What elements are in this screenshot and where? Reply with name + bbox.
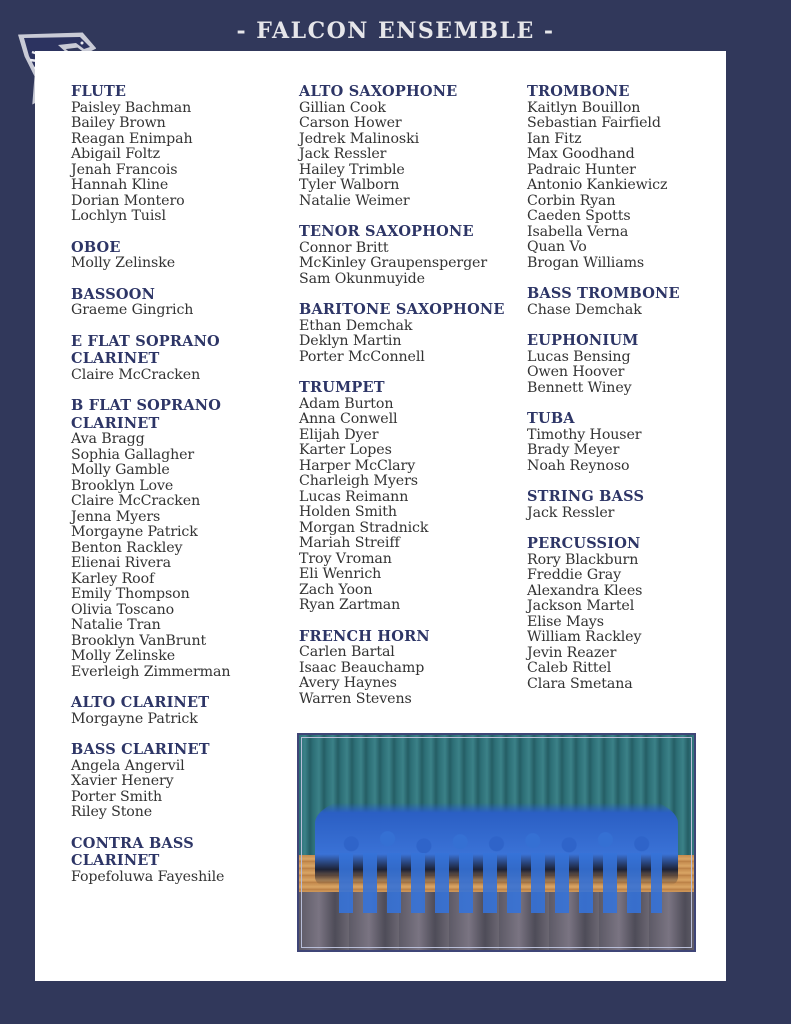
section-bass-clarinet (71, 741, 291, 821)
roster-column-3 (527, 83, 717, 706)
section-heading: BASSOON (71, 285, 156, 303)
section-french-horn (299, 628, 524, 708)
member-name: Freddie Gray (527, 567, 622, 583)
member-name: Molly Zelinske (71, 648, 176, 664)
section-heading: BARITONE SAXOPHONE (299, 301, 505, 318)
member-name: Eli Wenrich (299, 566, 382, 582)
member-name: Emily Thompson (71, 586, 190, 602)
member-name: Carson Hower (299, 115, 402, 131)
member-name: Zach Yoon (299, 581, 373, 598)
member-name: Karley Roof (71, 570, 155, 587)
member-name: Anna Conwell (299, 411, 398, 427)
member-name: Caeden Spotts (527, 208, 631, 224)
member-name: Brooklyn VanBrunt (71, 632, 207, 649)
member-name: Ryan Zartman (299, 597, 401, 613)
member-name: Molly Zelinske (71, 255, 176, 271)
roster-column-1 (71, 83, 291, 899)
member-name: Jack Ressler (527, 504, 615, 521)
member-name: Sophia Gallagher (71, 446, 195, 463)
section-heading: FRENCH HORN (299, 627, 430, 645)
section-string-bass (527, 488, 717, 521)
member-name: Brogan Williams (527, 254, 645, 271)
member-name: Natalie Tran (71, 617, 161, 633)
member-name: Lucas Reimann (299, 488, 409, 505)
member-name: Avery Haynes (299, 675, 397, 691)
photo-inner-border (301, 737, 692, 948)
member-name: Ian Fitz (527, 130, 582, 147)
member-name: Brady Meyer (527, 442, 620, 458)
section-b-flat-soprano-clarinet (71, 397, 291, 680)
member-name: Mariah Streiff (299, 535, 400, 551)
member-name: Chase Demchak (527, 301, 642, 318)
section-heading: BASS TROMBONE (527, 285, 680, 302)
section-heading: TENOR SAXOPHONE (299, 223, 474, 240)
section-bassoon (71, 286, 291, 319)
section-tuba (527, 410, 717, 474)
member-name: Jevin Reazer (527, 644, 617, 661)
member-name: Xavier Henery (71, 773, 174, 789)
member-name: Quan Vo (527, 239, 587, 255)
section-bass-trombone (527, 285, 717, 318)
section-oboe (71, 239, 291, 272)
member-name: Jenah Francois (71, 161, 178, 178)
member-name: Isaac Beauchamp (299, 659, 425, 676)
member-name: Jackson Martel (527, 598, 635, 614)
member-name: Rory Blackburn (527, 551, 639, 568)
section-flute (71, 83, 291, 225)
member-name: Hannah Kline (71, 177, 169, 193)
member-name: Troy Vroman (299, 550, 392, 567)
member-name: McKinley Graupensperger (299, 255, 488, 271)
roster-column-2 (299, 83, 524, 721)
section-heading: TROMBONE (527, 83, 630, 100)
member-name: Dorian Montero (71, 192, 185, 209)
member-name: Morgayne Patrick (71, 524, 198, 540)
section-tenor-saxophone (299, 223, 524, 287)
member-name: Harper McClary (299, 457, 416, 474)
member-name: Lochlyn Tuisl (71, 208, 166, 224)
member-name: Tyler Walborn (299, 177, 400, 193)
section-alto-clarinet (71, 694, 291, 727)
page-title: - FALCON ENSEMBLE - (236, 18, 555, 44)
member-name: Antonio Kankiewicz (527, 177, 668, 193)
member-name: Charleigh Myers (299, 473, 418, 489)
member-name: Gillian Cook (299, 99, 386, 116)
section-heading: BASS CLARINET (71, 741, 210, 758)
member-name: Claire McCracken (71, 493, 201, 509)
section-e-flat-soprano-clarinet (71, 333, 291, 384)
member-name: Molly Gamble (71, 462, 170, 478)
member-name: Jedrek Malinoski (299, 130, 420, 147)
member-name: Alexandra Klees (527, 582, 643, 599)
member-name: Sebastian Fairfield (527, 115, 661, 131)
member-name: Corbin Ryan (527, 192, 616, 209)
section-heading: PERCUSSION (527, 535, 641, 552)
section-heading: FLUTE (71, 83, 127, 100)
member-name: Paisley Bachman (71, 99, 192, 116)
member-name: Holden Smith (299, 504, 397, 520)
member-name: Clara Smetana (527, 675, 633, 692)
member-name: Owen Hoover (527, 364, 625, 380)
member-name: Bailey Brown (71, 115, 166, 131)
member-name: Bennett Winey (527, 379, 632, 396)
member-name: Elise Mays (527, 613, 604, 630)
member-name: Claire McCracken (71, 366, 201, 383)
section-heading: CONTRA BASS CLARINET (71, 834, 194, 869)
member-name: Timothy Houser (527, 426, 642, 443)
section-trumpet (299, 379, 524, 614)
section-heading: B FLAT SOPRANO CLARINET (71, 397, 222, 432)
member-name: Porter Smith (71, 788, 163, 805)
member-name: Deklyn Martin (299, 333, 402, 349)
member-name: Benton Rackley (71, 539, 183, 556)
ensemble-group-photo (297, 733, 696, 952)
section-heading: STRING BASS (527, 488, 645, 505)
member-name: Warren Stevens (299, 690, 412, 707)
member-name: Porter McConnell (299, 348, 425, 365)
member-name: Elienai Rivera (71, 555, 171, 571)
member-name: Jack Ressler (299, 146, 387, 162)
section-heading: EUPHONIUM (527, 332, 639, 349)
section-heading: TUBA (527, 410, 575, 427)
member-name: Everleigh Zimmerman (71, 663, 231, 680)
member-name: Max Goodhand (527, 146, 635, 162)
member-name: Lucas Bensing (527, 348, 631, 365)
member-name: Jenna Myers (71, 508, 161, 525)
member-name: Riley Stone (71, 804, 153, 820)
member-name: Brooklyn Love (71, 477, 174, 494)
section-euphonium (527, 332, 717, 396)
member-name: Morgan Stradnick (299, 519, 429, 536)
member-name: Abigail Foltz (71, 146, 161, 162)
section-baritone-saxophone (299, 301, 524, 365)
section-alto-saxophone (299, 83, 524, 209)
member-name: Noah Reynoso (527, 457, 630, 474)
member-name: Natalie Weimer (299, 192, 410, 209)
member-name: Carlen Bartal (299, 644, 395, 660)
section-heading: OBOE (71, 238, 121, 256)
member-name: Ethan Demchak (299, 317, 413, 334)
member-name: Morgayne Patrick (71, 710, 198, 727)
section-contra-bass-clarinet (71, 835, 291, 886)
member-name: Graeme Gingrich (71, 302, 194, 318)
member-name: Kaitlyn Bouillon (527, 99, 641, 116)
member-name: Angela Angervil (71, 757, 185, 774)
section-heading: TRUMPET (299, 379, 385, 396)
member-name: Ava Bragg (71, 431, 145, 447)
section-heading: ALTO CLARINET (71, 694, 210, 711)
member-name: Sam Okunmuyide (299, 270, 425, 287)
member-name: Adam Burton (299, 395, 394, 412)
member-name: Elijah Dyer (299, 426, 379, 443)
member-name: Fopefoluwa Fayeshile (71, 868, 225, 885)
member-name: Connor Britt (299, 239, 389, 256)
member-name: Padraic Hunter (527, 161, 636, 178)
section-trombone (527, 83, 717, 271)
member-name: Caleb Rittel (527, 660, 612, 676)
section-heading: E FLAT SOPRANO CLARINET (71, 332, 220, 367)
member-name: Olivia Toscano (71, 601, 175, 618)
section-heading: ALTO SAXOPHONE (299, 83, 458, 100)
member-name: Isabella Verna (527, 223, 629, 240)
member-name: Karter Lopes (299, 442, 392, 458)
member-name: William Rackley (527, 629, 642, 645)
section-percussion (527, 535, 717, 692)
member-name: Hailey Trimble (299, 161, 405, 178)
member-name: Reagan Enimpah (71, 130, 193, 147)
